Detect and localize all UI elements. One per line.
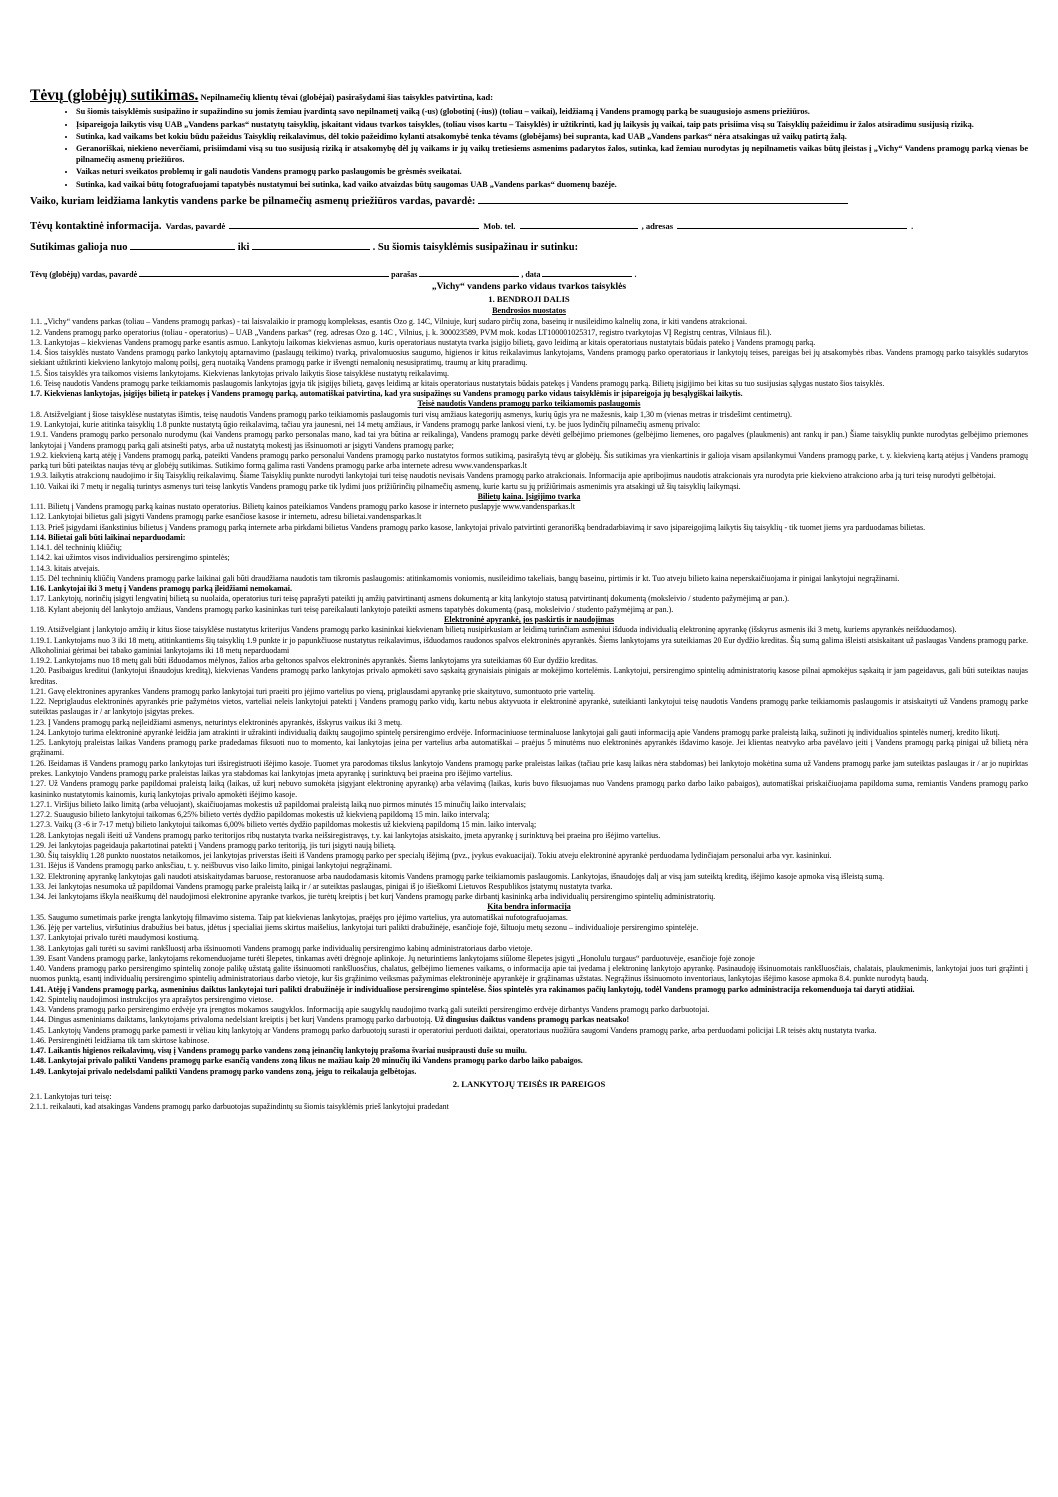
contact-line — [30, 213, 1028, 237]
contact-name-field[interactable] — [229, 219, 479, 229]
rule-paragraph: 1.13. Prieš įsigydami išankstinius bilietus į Vandens pramogų parką internete arba pirkdami bilietus Vandens pramogų parko kasose, lankytojai privalo patvirtinti geranorišką bendradarbiavimą ir savo įsipareigojimą laikytis šių taisyklių - tik tuomet jiems yra parduodamas bilietas. — [30, 522, 926, 532]
contact-name-label: Vardas, pavardė — [165, 221, 226, 232]
section-heading: Bilietų kaina. Įsigijimo tvarka — [477, 491, 581, 501]
rule-paragraph: 1.19.1. Lankytojams nuo 3 iki 18 metų, atitinkantiems šių taisyklių 1.9 punkte ir jo papunkčiuose nustatytus reikalavimus, išduodamos raudonos spalvos elektroninės apyrankės. Šiems lankytojams yra suteikiamas 20 Eur dydžio kreditas. Šią sumą galima išleisti atsiskaitant už paslaugas Vandens pramogų parke. Alkoholiniai gėrimai bei tabako gaminiai lankytojams iki 18 metų neparduodami — [30, 635, 1028, 655]
consent-bullet: • Sutinka, kad vaikams bet kokiu būdu pažeidus Taisyklių reikalavimus, dėl tokio pažeidimo kylanti atsakomybė tenka tėvams (globėjams) bei supranta, kad UAB „Vandens parkas“ nėra atsakingas už vaikų patirtą žalą. — [76, 132, 1028, 143]
rule-paragraph: 1.9.3. laikytis atrakcionų naudojimo ir šių Taisyklių reikalavimų. Šiame Taisyklių punkte nurodyti lankytojai turi teisę naudotis nevisais Vandens pramogų parko atrakcionais. Informacija apie apribojimus naudotis atrakcionais yra nurodyta prie kiekvieno atrakciono arba ją turi teisę nurodyti gelbėtojai. — [30, 471, 996, 481]
rule-paragraph: 1.33. Jei lankytojas nesumoka už papildomai Vandens pramogų parke praleistą laiką ir / ar suteiktas paslaugas, pinigai iš jo išieškomi Lietuvos Respublikos įstatymų nustatyta tvarka. — [30, 881, 613, 891]
rule-paragraph: 1.37. Lankytojai privalo turėti maudymosi kostiumą. — [30, 933, 199, 943]
valid-from-field[interactable] — [130, 240, 235, 250]
consent-bullet: • Geranoriškai, niekieno neverčiami, prisiimdami visą su tuo susijusią riziką ir atsakomybę dėl jų vaikams ir jų vaikų tretiesiems asmenims padarytos žalos, sutinka, kad žemiau nurodytas jų nepilnametis vaikas būtų įleistas į „Vichy“ Vandens pramogų parką vienas be pilnamečių asmenų priežiūros. — [76, 144, 1028, 166]
rule-paragraph: 1.9. Lankytojai, kurie atitinka taisyklių 1.8 punkte nustatytą ūgio reikalavimą, tačiau yra jaunesni, nei 14 metų amžiaus, ir Vandens pramogų parke lankosi vieni, t.y. be juos lydinčių pilnamečių asmenų privalo: — [30, 419, 701, 429]
signature-label: parašas — [391, 269, 418, 279]
rule-paragraph: 1.34. Jei lankytojams iškyla neaiškumų dėl naudojimosi elektronine apyranke tvarkos, jie turėtų kreiptis į bet kurį Vandens pramogų parke dirbantį kasininką arba individualių persirengimo spintelių administratorių. — [30, 892, 716, 902]
rule-paragraph: 1.3. Lankytojas – kiekvienas Vandens pramogų parke esantis asmuo. Lankytoju laikomas kiekvienas asmuo, kuris operatoriaus nustatyta tvarka įsigijo bilietą, gavo leidimą ar kitais operatoriaus nustatytais būdais pateko į Vandens pramogų parką. — [30, 337, 816, 347]
rule-bold-note: Už dingusius daiktus vandens pramogų parkas neatsako! — [434, 1015, 630, 1025]
consent-bullet: • Įsipareigoja laikytis visų UAB „Vandens parkas“ nustatytų taisyklių, įskaitant vidaus tvarkos taisykles, (toliau visos kartu – Taisyklės) ir užtikrinti, kad jų laikysis jų vaikai, taip pats prisiima visą su Taisyklių pažeidimu ir žalos atsiradimu susijusią riziką. — [76, 120, 1028, 131]
rule-paragraph: 1.31. Išėjus iš Vandens pramogų parko anksčiau, t. y. neišbuvus viso laiko limito, pinigai lankytojui negrąžinami. — [30, 861, 392, 871]
rule-paragraph: 1.11. Bilietų į Vandens pramogų parką kainas nustato operatorius. Bilietų kainos pateikiamos Vandens pramogų parko kasose ir interneto puslapyje www.vandensparkas.lt — [30, 502, 575, 512]
rule-paragraph: 1.48. Lankytojai privalo palikti Vandens pramogų parke esančią vandens zoną likus ne mažiau kaip 20 minučių iki Vandens pramogų parko darbo laiko pabaigos. — [30, 1056, 583, 1066]
consent-bullet: • Su šiomis taisyklėmis susipažino ir supažindino su jomis žemiau įvardintą savo nepilnametį vaiką (-us) (globotinį (-ius)) (toliau – vaikai), leidžiamą į Vandens pramogų parką be suaugusiojo asmens priežiūros. — [76, 107, 1028, 118]
rule-paragraph: 1.9.1. Vandens pramogų parko personalo nurodymu (kai Vandens pramogų parko personalas mano, kad tai yra būtina ar reikalinga), Vandens pramogų parke dėvėti gelbėjimo priemones (gelbėjimo liemenes, oro pagalves (plaukmenis) ant rankų ir pan.) Šiame taisyklių punkte nurodytas gelbėjimo priemones lankytojai į Vandens pramogų parką gali atsinešti patys, arba už nustatytą mokestį jas išsinuomoti ar įsigyti Vandens pramogų parke; — [30, 430, 1028, 450]
rule-paragraph: 1.9.2. kiekvieną kartą atėję į Vandens pramogų parką, pateikti Vandens pramogų parko personalui Vandens pramogų parko nustatytos formos sutikimą, pasirašytą tėvų ar globėjų. Šis sutikimas yra vienkartinis ir galioja visam apsilankymui Vandens pramogų parke, t. y. kiekvieną kartą atėjus į Vandens pramogų parką turi būti pateiktas naujas tėvų ar globėjų sutikimas. Sutikimo formą galima rasti Vandens pramogų parke arba internete adresu www.vandensparkas.lt — [30, 450, 1028, 471]
rule-paragraph: 1.27. Už Vandens pramogų parke papildomai praleistą laiką (laikas, už kurį nebuvo sumokėta įsigyjant elektroninę apyrankę) arba vėlavimą (laikas, kuris buvo fiksuojamas nuo Vandens pramogų parko darbo laiko pabaigos), automatiškai priskaičiuojama papildoma suma, remiantis Vandens pramogų parko kasininko nustatytomis kainomis, kurią lankytojas privalo apmokėti išėjimo kasoje. — [30, 779, 1028, 799]
rule-paragraph: 1.17. Lankytojų, norinčių įsigyti lengvatinį bilietą su nuolaida, operatorius turi teisę paprašyti pateikti jų amžių patvirtinantį asmens dokumentą ar kitą lankytojo statusą patvirtinantį dokumentą (moksleivio / studento pažymėjimą ar pan.). — [30, 594, 790, 604]
rule-paragraph: 1.39. Esant Vandens pramogų parke, lankytojams rekomenduojame turėti šlepetes, tinkamas avėti drėgnoje aplinkoje. Jų neturintiems lankytojams siūlome šlepetes įsigyti „Honolulu turgaus“ parduotuvėje, esančioje fojė zonoje — [30, 953, 755, 963]
rule-paragraph: 1.19.2. Lankytojams nuo 18 metų gali būti išduodamos mėlynos, žalios arba geltonos spalvos elektroninės apyrankės. Šiems lankytojams yra suteikiamas 60 Eur dydžio kreditas. — [30, 656, 598, 666]
rule-paragraph: 1.43. Vandens pramogų parko persirengimo erdvėje yra įrengtos mokamos saugyklos. Informaciją apie saugyklų naudojimo tvarką gali suteikti persirengimo erdvėje dirbantys Vandens pramogų parko darbuotojai. — [30, 1005, 710, 1015]
contact-line-period: . — [911, 221, 914, 232]
child-name-label: Vaiko, kuriam leidžiama lankytis vandens parke be pilnamečių asmenų priežiūros vardas, pavardė: — [30, 196, 476, 208]
rule-paragraph: 1.49. Lankytojai privalo nedelsdami palikti Vandens pramogų parko vandens zoną, jeigu to reikalauja gelbėtojas. — [30, 1066, 417, 1076]
signature-date-field[interactable] — [542, 267, 632, 277]
validity-rest: . Su šiomis taisyklėmis susipažinau ir sutinku: — [372, 242, 579, 254]
rule-paragraph: 1.14.3. kitais atvejais. — [30, 563, 100, 573]
consent-bullet: • Sutinka, kad vaikai būtų fotografuojami tapatybės nustatymui bei sutinka, kad vaiko atvaizdas būtų saugomas UAB „Vandens parkas“ duomenų bazėje. — [76, 180, 1028, 191]
validity-label: Sutikimas galioja nuo — [30, 242, 128, 254]
contact-label: Tėvų kontaktinė informacija. — [30, 221, 162, 233]
rule-paragraph: 1.26. Išeidamas iš Vandens pramogų parko lankytojas turi išsiregistruoti išėjimo kasoje. Tuomet yra parodomas tikslus lankytojo Vandens pramogų parke praleistas laikas (tačiau prie kasų laikas nėra stabdomas) bei lankytojo mokėtina suma už Vandens pramogų parke jam suteiktas paslaugas ir / ar jo nupirktas prekes. Lankytojo Vandens pramogų parke praleistas laikas yra stabdomas kai lankytojas įmeta apyrankę į surinktuvą bei praeina pro išėjimo vartelius. — [30, 758, 1028, 778]
section-heading: 2. LANKYTOJŲ TEISĖS IR PAREIGOS — [452, 1078, 606, 1089]
contact-phone-label: Mob. tel. — [483, 221, 516, 232]
signature-name-label: Tėvų (globėjų) vardas, pavardė — [30, 269, 138, 279]
rules-paragraph-list — [30, 317, 1028, 1112]
rule-paragraph: 1.14.1. dėl techninių kliūčių; — [30, 543, 122, 553]
rule-paragraph: 1.27.3. Vaikų (3 -6 ir 7-17 metų) bilieto lankytojui taikomas 6,00% bilieto vertės dydžio papildomas mokestis už kiekvieną papildomą 15 min. laiko intervalą; — [30, 820, 537, 830]
rule-paragraph: 1.29. Jei lankytojas pageidauja pakartotinai patekti į Vandens pramogų parko teritoriją, jis turi įsigyti naują bilietą. — [30, 840, 396, 850]
rule-paragraph: 1.8. Atsižvelgiant į šiose taisyklėse nustatytas išimtis, teisę naudotis Vandens pramogų parko teikiamomis paslaugomis turi visų amžiaus kategorijų asmenys, kurių ūgis yra ne mažesnis, kaip 1,30 m (vienas metras ir trisdešimt centimetrų). — [30, 409, 792, 419]
rule-paragraph: 1.10. Vaikai iki 7 metų ir negalią turintys asmenys turi teisę lankytis Vandens pramogų parke tik lydimi juos prižiūrinčių pilnamečių asmenų, kurie kartu su jų prižiūrimais asmenimis yra atsakingi už šių taisyklių laikymąsi. — [30, 481, 741, 491]
rule-paragraph: 1.16. Lankytojai iki 3 metų į Vandens pramogų parką įleidžiami nemokamai. — [30, 584, 293, 594]
rule-paragraph: 1.32. Elektroninę apyrankę lankytojas gali naudoti atsiskaitydamas baruose, restoranuose arba naudodamasis kitomis Vandens pramogų parke teikiamomis paslaugomis. Lankytojas, išnaudojęs dalį ar visą jam suteiktą kreditą, išėjimo kasoje apmoka visą išleistą sumą. — [30, 871, 885, 881]
rule-paragraph: 1.12. Lankytojai bilietus gali įsigyti Vandens pramogų parke esančiose kasose ir internetu, adresu bilietai.vandensparkas.lt — [30, 512, 422, 522]
rules-section-1: 1. BENDROJI DALIS — [488, 293, 570, 304]
contact-phone-field[interactable] — [520, 219, 638, 229]
rule-paragraph: 1.47. Laikantis higienos reikalavimų, visų į Vandens pramogų parko vandens zoną įeinančių lankytojų prašoma švariai nusiprausti duše su muilu. — [30, 1046, 527, 1056]
consent-bullet: • Vaikas neturi sveikatos problemų ir gali naudotis Vandens pramogų parko paslaugomis be grėsmės sveikatai. — [76, 167, 1028, 178]
consent-title: Tėvų (globėjų) sutikimas. — [30, 87, 199, 104]
rule-paragraph: 1.27.1. Viršijus bilieto laiko limitą (arba vėluojant), skaičiuojamas mokestis už papildomai praleistą laiką nuo pirmos minutės 15 minučių laiko intervalais; — [30, 799, 526, 809]
signature-line — [30, 267, 1028, 281]
rule-paragraph: 1.1. „Vichy“ vandens parkas (toliau – Vandens pramogų parkas) - tai laisvalaikio ir pramogų kompleksas, esantis Ozo g. 14C, Vilniuje, kurį sudaro pirčių zona, baseinų ir nusileidimo kalnelių zona, ir kiti vandens atrakcionai. — [30, 317, 748, 327]
contact-address-field[interactable] — [677, 219, 907, 229]
rule-paragraph: 1.42. Spintelių naudojimosi instrukcijos yra aprašytos persirengimo vietose. — [30, 994, 274, 1004]
consent-title-rest: Nepilnamečių klientų tėvai (globėjai) pasirašydami šias taisykles patvirtina, kad: — [198, 92, 494, 102]
rule-paragraph: 1.25. Lankytojų praleistas laikas Vandens pramogų parke pradedamas fiksuoti nuo to momento, kai lankytojas įeina per vartelius arba automatiškai – praėjus 5 minutėms nuo elektroninės apyrankės išdavimo kasoje. Jei klientas neatvyko arba pavėlavo įeiti į Vandens pramogų parką pinigai už bilietą nėra grąžinami. — [30, 738, 1028, 758]
rules-subsection-general: Bendrosios nuostatos — [492, 306, 566, 316]
rule-paragraph: 1.23. Į Vandens pramogų parką neįleidžiami asmenys, neturintys elektroninės apyrankės, išskyrus vaikus iki 3 metų. — [30, 717, 402, 727]
signature-name-field[interactable] — [139, 267, 389, 277]
rule-paragraph: 1.7. Kiekvienas lankytojas, įsigijęs bilietą ir patekęs į Vandens pramogų parką, automatiškai patvirtina, kad yra susipažinęs su Vandens pramogų parko vidaus taisyklėmis ir įsipareigoja jų besąlygiškai laikytis. — [30, 389, 743, 399]
rule-paragraph: 2.1. Lankytojas turi teisę: — [30, 1092, 112, 1101]
contact-address-label: , adresas — [641, 221, 674, 232]
rule-paragraph: 1.35. Saugumo sumetimais parke įrengta lankytojų filmavimo sistema. Taip pat kiekvienas lankytojas, praėjęs pro įėjimo vartelius, yra automatiškai nufotografuojamas. — [30, 912, 568, 922]
rule-paragraph: 1.46. Persirenginėti leidžiama tik tam skirtose kabinose. — [30, 1035, 210, 1045]
rules-title: „Vichy“ vandens parko vidaus tvarkos taisyklės — [431, 281, 627, 292]
valid-until-field[interactable] — [252, 240, 370, 250]
rule-paragraph: 1.19. Atsižvelgiant į lankytojo amžių ir kitus šiose taisyklėse nustatytus kriterijus Vandens pramogų parko kasininkai kiekvienam bilietą nusipirkusiam ar leidimą turinčiam asmeniui išduoda individualią elektroninę apyrankę (išskyrus asmenis iki 3 metų, kuriems apyrankės neišduodamos). — [30, 625, 957, 635]
rule-paragraph: 1.6. Teisę naudotis Vandens pramogų parke teikiamomis paslaugomis lankytojas įgyja tik įsigijęs bilietą, gavęs leidimą ar kitais operatoriaus nustatytais būdais patekęs į Vandens pramogų parką. Bilietų įsigijimo bei kitas su tuo susijusias sąlygas nustato šios taisyklės. — [30, 378, 885, 388]
validity-line — [30, 240, 1028, 256]
rule-paragraph: 1.45. Lankytojų Vandens pramogų parke pamesti ir vėliau kitų lankytojų ar Vandens pramogų parko darbuotojų surasti ir operatoriui perduoti daiktai, operatoriaus nuožiūra saugomi Vandens pramogų parke, arba perduodami policijai LR teisės aktų nustatyta tvarka. — [30, 1025, 877, 1035]
rule-paragraph: 1.38. Lankytojas gali turėti su savimi rankšluostį arba išsinuomoti Vandens pramogų parke individualių persirengimo kabinų administratoriaus darbo vietoje. — [30, 943, 533, 953]
rule-paragraph: 1.41. Atėję į Vandens pramogų parką, asmeninius daiktus lankytojai turi palikti drabužinėje ir individualiose persirengimo spintelėse. Šios spintelės yra rakinamos pačių lankytojų, todėl Vandens pramogų parko administracija rekomenduoja tai daryti atidžiai. — [30, 984, 915, 994]
rule-paragraph: 1.22. Nepriglaudus elektroninės apyrankės prie pažymėtos vietos, varteliai neleis lankytojui patekti į Vandens pramogų parko vidų, kartu nebus aktyvuota ir elektroninė apyrankė, suteikianti lankytojui teisę naudotis Vandens pramogų parke teikiamomis paslaugomis ir atsiskaityti už Vandens pramogų parke suteiktas paslaugas ir / ar lankytojo įsigytas prekes. — [30, 697, 1028, 717]
rule-paragraph: 1.2. Vandens pramogų parko operatorius (toliau - operatorius) – UAB „Vandens parkas“ (reg. adresas Ozo g. 14C , Vilnius, į. k. 300023589, PVM mok. kodas LT100001025317, registro tvarkytojas VĮ Registrų centras, Vilniaus fil.). — [30, 327, 772, 337]
rule-paragraph: 1.20. Pasibaigus kreditui (lankytojui išnaudojus kreditą), kiekvienas Vandens pramogų parko lankytojas privalo apmokėti savo sąskaitą grynaisiais pinigais ar mokėjimo kortelėmis. Lankytojui, persirengimo spintelių administratorių kasose pilnai apmokėjus sąskaitą ir jam pageidavus, gali būti suteiktas naujas kreditas. — [30, 666, 1028, 686]
rule-paragraph: 1.24. Lankytojo turima elektroninė apyrankė leidžia jam atrakinti ir užrakinti individualią daiktų saugojimo spintelę persirengimo erdvėje. Informaciniuose terminaluose lankytojai gali gauti informaciją apie Vandens pramogų parke praleistą laiką, sužinoti jų individualios spintelės numerį, kredito likutį. — [30, 727, 1000, 737]
rule-paragraph: 2.1.1. reikalauti, kad atsakingas Vandens pramogų parko darbuotojas supažindintų su šiomis taisyklėmis prieš lankytojui pradedant — [30, 1102, 449, 1112]
rule-paragraph: 1.40. Vandens pramogų parko persirengimo spintelių zonoje palikę užstatą galite išsinuomoti rankšluosčius, chalatus, gelbėjimo liemenes vaikams, o informacija apie tai įvedama į elektroninę lankytojo apyrankę. Pasinaudoję išsinuomotais rankšluosčiais, chalatais, plaukmenimis, lankytojai juos turi grąžinti į nuomos punktą, esantį individualių persirengimo spintelių administratoriaus darbo vietoje, kur šis grąžinimo veiksmas pažymimas elektroninėje apyrankėje ir grąžinamas užstatas. Negrąžinus išsinuomoto inventoriaus, lankytojas išėjimo kasose apmoka 8.4. punkte nurodytą baudą. — [30, 964, 1028, 984]
rule-paragraph: 1.36. Įėję per vartelius, viršutinius drabužius bei batus, įdėtus į specialiai jiems skirtus maišelius, lankytojai turi palikti drabužinėje, esančioje fojė, šiltuoju metų sezonu – individualioje persirengimo spintelėje. — [30, 922, 699, 932]
child-name-line — [30, 194, 1028, 210]
validity-until-label: iki — [237, 242, 250, 254]
rule-paragraph: 1.4. Šios taisyklės nustato Vandens pramogų parko lankytojų aptarnavimo (paslaugų teikimo) tvarką, privalomuosius saugumo, higienos ir kitus reikalavimus lankytojams, Vandens pramogų parko operatoriaus ir lankytojų teises, pareigas bei jų atsakomybės ribas. Vandens pramogų parko taisyklės sudarytos siekiant užtikrinti kiekvieno lankytojo malonų poilsį, gerą nuotaiką Vandens pramogų parke ir išvengti nemalonių nesusipratimų, traumų ar kitų praradimų. — [30, 348, 1028, 368]
signature-line-period: . — [634, 269, 637, 279]
section-heading: Kita bendra informacija — [487, 902, 571, 912]
rule-paragraph: 1.21. Gavę elektronines apyrankes Vandens pramogų parko lankytojai turi praeiti pro įėjimo vartelius po vieną, priglausdami apyrankę prie skaitytuvo, sumontuoto prie vartelių. — [30, 686, 596, 696]
rule-paragraph: 1.28. Lankytojas negali išeiti už Vandens pramogų parko teritorijos ribų nustatyta tvarka neišsiregistravęs, t.y. kai lankytojas atsiskaito, įmeta apyrankę į surinktuvą bei praeina pro išėjimo vartelius. — [30, 830, 661, 840]
rule-paragraph: 1.14. Bilietai gali būti laikinai neparduodami: — [30, 532, 186, 542]
rule-paragraph: 1.30. Šių taisyklių 1.28 punkto nuostatos netaikomos, jei lankytojas priverstas išeiti iš Vandens pramogų parko per specialų išėjimą (pvz., įvykus evakuacijai). Tokiu atveju elektroninė apyrankė perduodama lydinčiajam personalui arba vyr. kasininkui. — [30, 851, 832, 861]
signature-field[interactable] — [419, 267, 519, 277]
rule-paragraph: 1.27.2. Suaugusio bilieto lankytojui taikomas 6,25% bilieto vertės dydžio papildomas mokestis už kiekvieną papildomą 15 min. laiko intervalą; — [30, 810, 490, 820]
rule-paragraph: 1.15. Dėl techninių kliūčių Vandens pramogų parke laikinai gali būti draudžiama naudotis tam tikromis paslaugomis: atitinkamomis voniomis, nusileidimo takeliais, bangų baseinu, pirtimis ir kt. Tuo atveju bilieto kaina neperskaičiuojama ir pinigai lankytojui negrąžinami. — [30, 573, 900, 583]
child-name-field[interactable] — [478, 194, 848, 204]
rule-paragraph: 1.44. Dingus asmeniniams daiktams, lankytojams privaloma nedelsiant kreiptis į bet kurį Vandens pramogų parko darbuotoją. Už dingusius daiktus vandens pramogų parkas neatsako! — [30, 1015, 630, 1025]
consent-bullet-list — [30, 107, 1028, 190]
section-heading: Elektroninė apyrankė, jos paskirtis ir naudojimas — [444, 615, 614, 625]
rule-paragraph: 1.14.2. kai užimtos visos individualios persirengimo spintelės; — [30, 553, 230, 563]
section-heading: Teisė naudotis Vandens pramogų parko teikiamomis paslaugomis — [417, 399, 641, 409]
signature-date-label: , data — [521, 269, 541, 279]
consent-header — [30, 86, 1028, 105]
rule-paragraph: 1.5. Šios taisyklės yra taikomos visiems lankytojams. Kiekvienas lankytojas privalo laikytis šiose taisyklėse nustatytų reikalavimų. — [30, 368, 450, 378]
rule-paragraph: 1.18. Kylant abejonių dėl lankytojo amžiaus, Vandens pramogų parko kasininkas turi teisę pareikalauti lankytojo pateikti asmens tapatybės dokumentą (pasą, moksleivio / studento pažymėjimą ar pan.). — [30, 604, 674, 614]
